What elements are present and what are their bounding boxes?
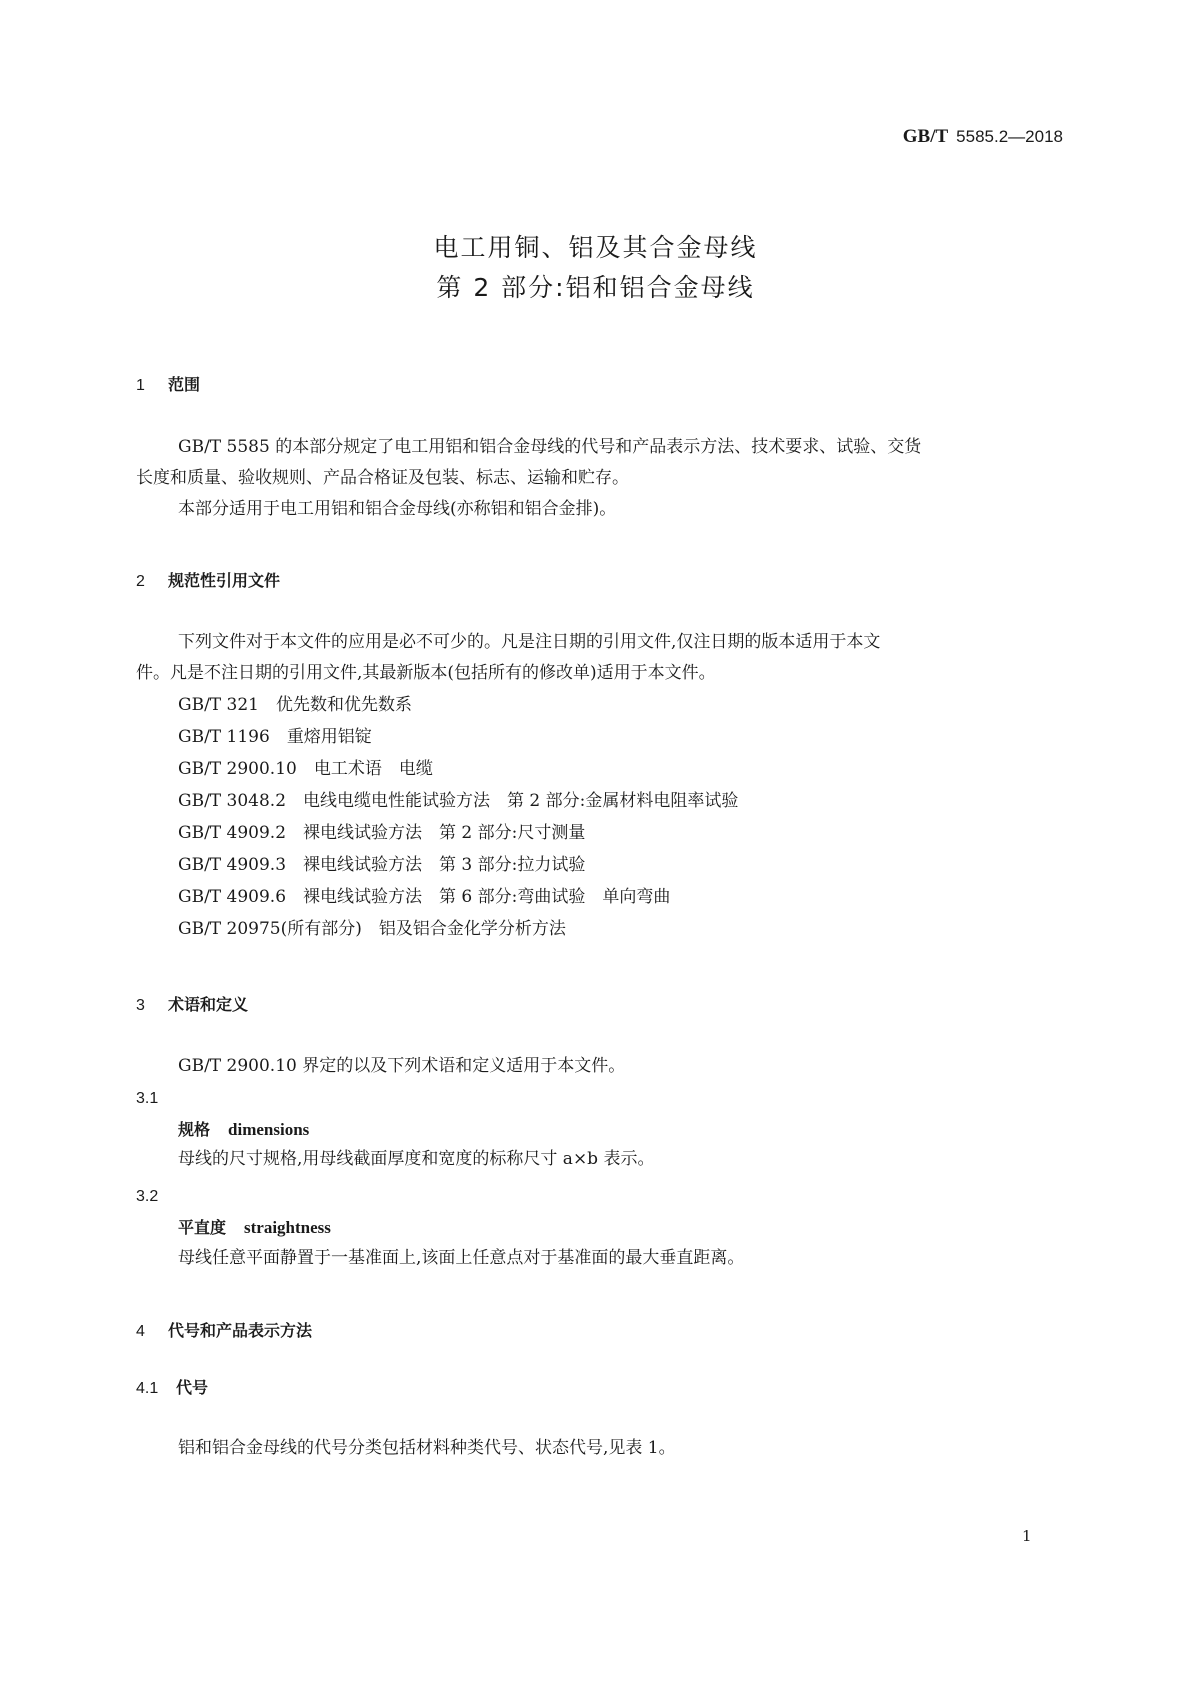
section-2-heading: 2 规范性引用文件 [136,571,281,590]
document-title-line2: 第 2 部分:铝和铝合金母线 [436,273,755,302]
standard-prefix: GB/T [902,126,949,147]
section-1-heading: 1 范围 [136,375,201,394]
standard-number [903,126,1063,148]
term-heading: 平直度 straightness [178,1218,331,1237]
reference-item: GB/T 321 优先数和优先数系 [178,695,412,715]
term-definition: 母线任意平面静置于一基准面上,该面上任意点对于基准面的最大垂直距离。 [178,1248,745,1268]
section-4-1-heading: 4.1 代号 [136,1378,209,1397]
document-title-line1: 电工用铜、铝及其合金母线 [433,233,758,262]
section-1-para1-line1: GB/T 5585 的本部分规定了电工用铝和铝合金母线的代号和产品表示方法、技术要求、试验、交货 [178,437,922,457]
term-heading: 规格 dimensions [178,1120,310,1139]
reference-item: GB/T 2900.10 电工术语 电缆 [178,759,433,779]
page-number: 1 [1022,1527,1032,1545]
reference-item: GB/T 3048.2 电线电缆电性能试验方法 第 2 部分:金属材料电阻率试验 [178,791,739,811]
term-definition: 母线的尺寸规格,用母线截面厚度和宽度的标称尺寸 a×b 表示。 [178,1149,655,1169]
section-1-para2: 本部分适用于电工用铝和铝合金母线(亦称铝和铝合金排)。 [178,499,617,519]
reference-item: GB/T 4909.2 裸电线试验方法 第 2 部分:尺寸测量 [178,823,586,843]
reference-item: GB/T 4909.3 裸电线试验方法 第 3 部分:拉力试验 [178,855,586,875]
standard-code: 5585.2—2018 [956,127,1063,146]
section-2-para1-line1: 下列文件对于本文件的应用是必不可少的。凡是注日期的引用文件,仅注日期的版本适用于本文 [178,632,881,652]
section-3-heading: 3 术语和定义 [136,995,249,1014]
reference-item: GB/T 4909.6 裸电线试验方法 第 6 部分:弯曲试验 单向弯曲 [178,887,671,907]
section-3-intro: GB/T 2900.10 界定的以及下列术语和定义适用于本文件。 [178,1056,626,1076]
reference-item: GB/T 20975(所有部分) 铝及铝合金化学分析方法 [178,919,566,939]
section-4-heading: 4 代号和产品表示方法 [136,1321,313,1340]
term-number: 3.1 [136,1090,159,1107]
reference-item: GB/T 1196 重熔用铝锭 [178,727,372,747]
section-4-1-para: 铝和铝合金母线的代号分类包括材料种类代号、状态代号,见表 1。 [178,1438,676,1458]
section-2-para1-line2: 件。凡是不注日期的引用文件,其最新版本(包括所有的修改单)适用于本文件。 [136,663,716,683]
term-number: 3.2 [136,1188,159,1205]
section-1-para1-line2: 长度和质量、验收规则、产品合格证及包装、标志、运输和贮存。 [136,468,629,488]
